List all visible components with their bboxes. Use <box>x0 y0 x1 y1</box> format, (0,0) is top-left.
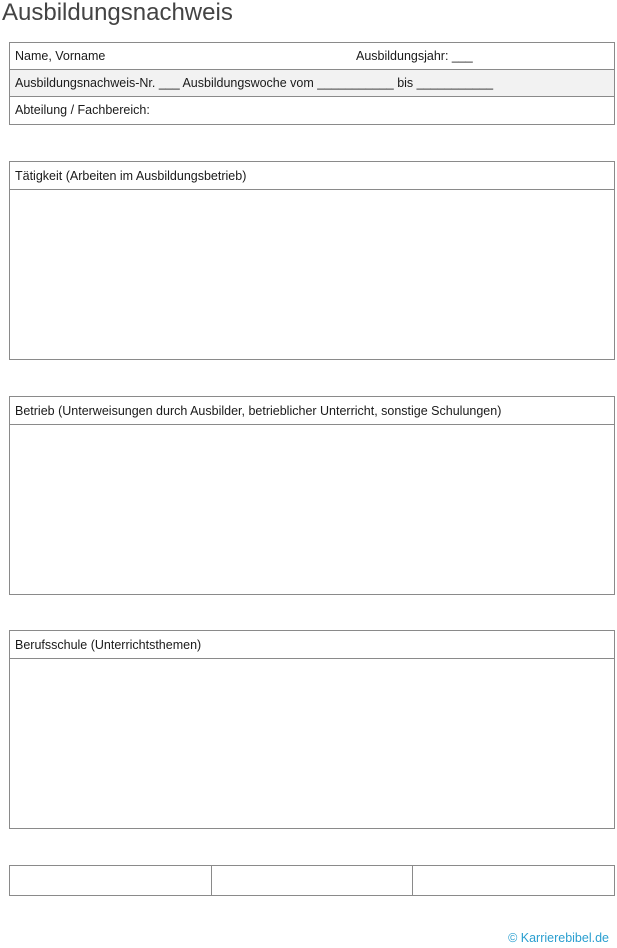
number-week-row <box>10 70 614 97</box>
signature-table <box>9 865 615 896</box>
header-table <box>9 42 615 125</box>
section-berufsschule <box>9 630 615 829</box>
section-betrieb-heading: Betrieb (Unterweisungen durch Ausbilder, betrieblicher Unterricht, sonstige Schulungen) <box>10 397 614 425</box>
section-betrieb <box>9 396 615 595</box>
section-taetigkeit-heading: Tätigkeit (Arbeiten im Ausbildungsbetrieb) <box>10 162 614 190</box>
name-row <box>10 43 614 70</box>
signature-cell <box>413 866 614 895</box>
signature-cell <box>10 866 212 895</box>
department-label: Abteilung / Fachbereich: <box>15 103 150 117</box>
section-taetigkeit <box>9 161 615 360</box>
page-title: Ausbildungsnachweis <box>2 0 233 26</box>
name-label: Name, Vorname <box>15 49 106 63</box>
year-label: Ausbildungsjahr: ___ <box>356 49 473 63</box>
number-week-label: Ausbildungsnachweis-Nr. ___ Ausbildungswoche vom ___________ bis ___________ <box>15 76 494 90</box>
signature-cell <box>212 866 414 895</box>
section-berufsschule-heading: Berufsschule (Unterrichtsthemen) <box>10 631 614 659</box>
copyright-footer: © Karrierebibel.de <box>508 931 609 945</box>
department-row <box>10 97 614 124</box>
